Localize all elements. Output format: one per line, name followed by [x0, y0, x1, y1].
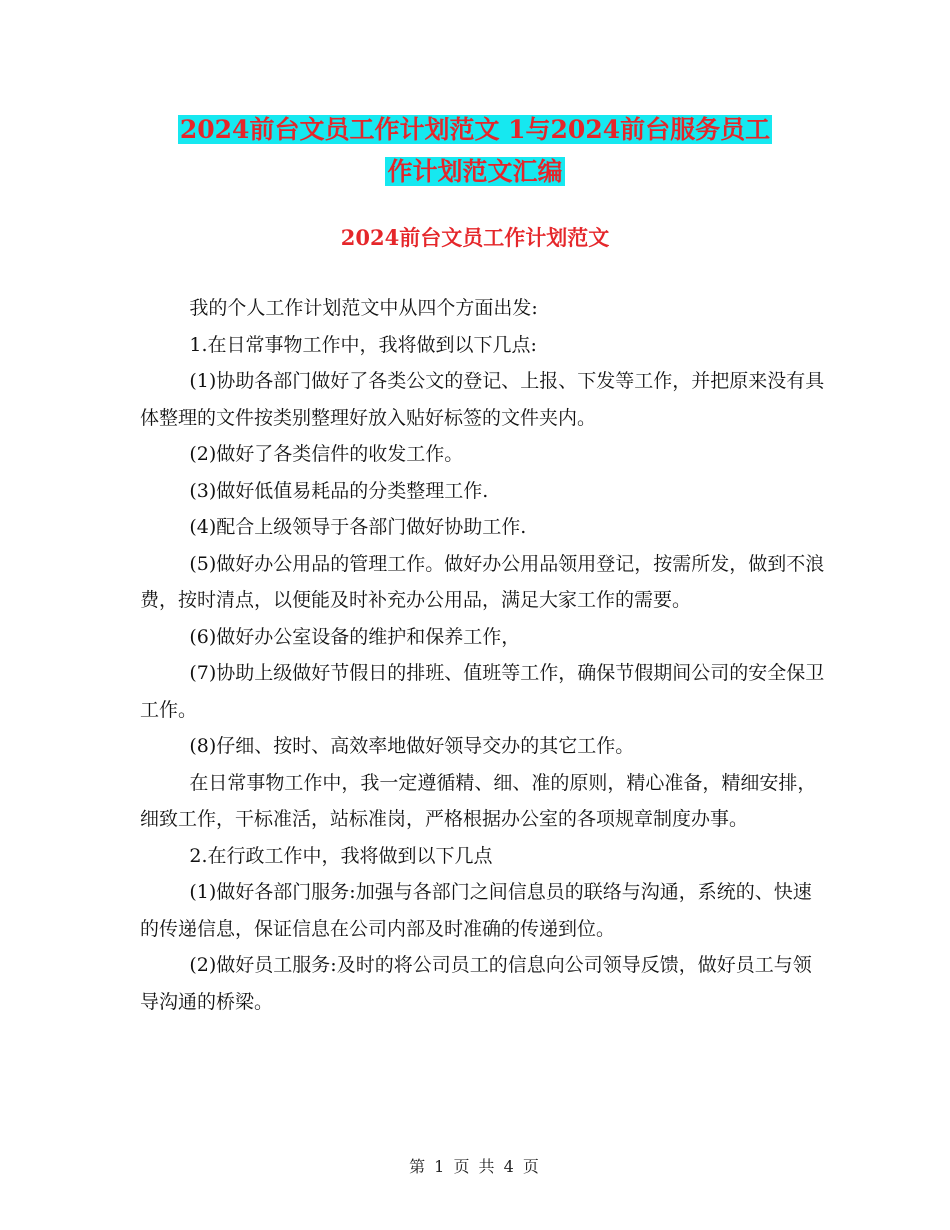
document-title-line-2: 作计划范文汇编 [387, 157, 563, 186]
paragraph: (2)做好了各类信件的收发工作。 [189, 443, 464, 465]
paragraph: (8)仔细、按时、高效率地做好领导交办的其它工作。 [189, 735, 635, 757]
paragraph: 我的个人工作计划范文中从四个方面出发: [189, 297, 538, 319]
paragraph: (6)做好办公室设备的维护和保养工作， [189, 625, 521, 648]
paragraph: 1.在日常事物工作中，我将做到以下几点: [189, 333, 537, 356]
paragraph: (4)配合上级领导于各部门做好协助工作. [189, 516, 527, 538]
section-title: 2024前台文员工作计划范文 [340, 225, 610, 250]
paragraph: (7)协助上级做好节假日的排班、值班等工作，确保节假期间公司的安全保卫工作。 [140, 662, 825, 721]
paragraph: (1)做好各部门服务:加强与各部门之间信息员的联络与沟通，系统的、快速的传递信息，保证信息在公司内部及时准确的传递到位。 [140, 881, 812, 940]
paragraph: (5)做好办公用品的管理工作。做好办公用品领用登记，按需所发，做到不浪费，按时清点，以便能及时补充办公用品，满足大家工作的需要。 [140, 552, 825, 611]
paragraph: (2)做好员工服务:及时的将公司员工的信息向公司领导反馈，做好员工与领导沟通的桥梁。 [140, 954, 812, 1013]
paragraph: (3)做好低值易耗品的分类整理工作. [189, 479, 489, 502]
paragraph: (1)协助各部门做好了各类公文的登记、上报、下发等工作，并把原来没有具体整理的文件按类别整理好放入贴好标签的文件夹内。 [140, 370, 825, 429]
document-title-line-1: 2024前台文员工作计划范文 1与2024前台服务员工 [179, 115, 771, 144]
page-footer: 第 1 页 共 4 页 [409, 1157, 541, 1176]
body-text [140, 290, 830, 1020]
paragraph: 2.在行政工作中，我将做到以下几点 [189, 844, 493, 867]
paragraph: 在日常事物工作中，我一定遵循精、细、准的原则，精心准备，精细安排，细致工作，干标准活，站标准岗，严格根据办公室的各项规章制度办事。 [140, 771, 817, 830]
